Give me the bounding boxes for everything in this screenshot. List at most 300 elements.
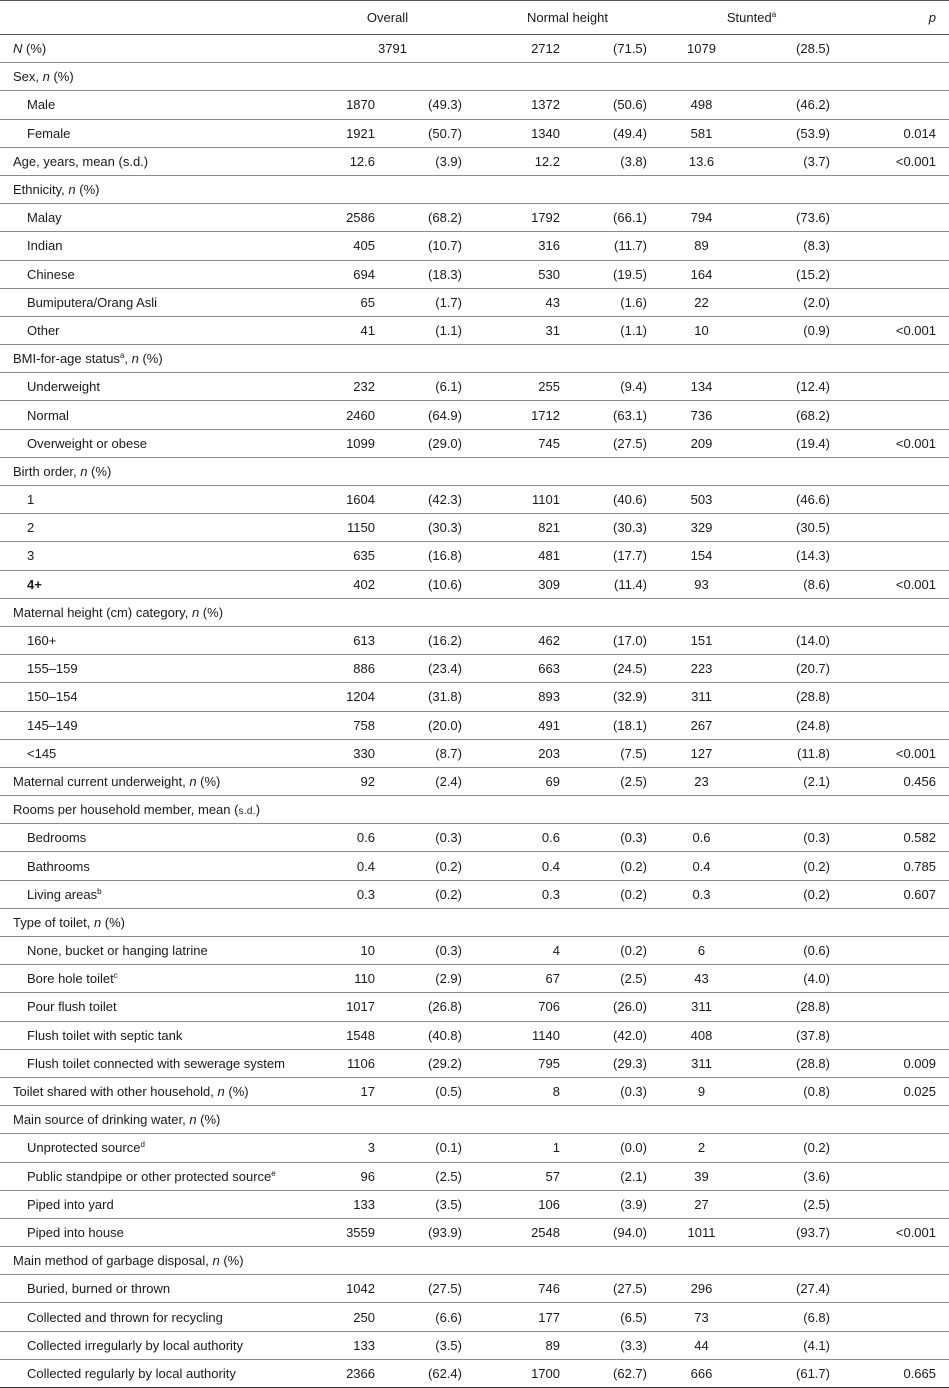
stunted-n: 39 bbox=[694, 1168, 709, 1184]
overall-n: 96 bbox=[360, 1168, 375, 1184]
stunted-n: 223 bbox=[690, 661, 713, 677]
p-value: <0.001 bbox=[895, 1224, 936, 1240]
row-label: 160+ bbox=[27, 633, 57, 649]
normal-n: 12.2 bbox=[534, 153, 560, 169]
overall-pct: (8.7) bbox=[435, 745, 462, 761]
table-row bbox=[0, 1162, 949, 1190]
p-value bbox=[843, 1275, 949, 1303]
overall-pct: (2.9) bbox=[435, 971, 462, 987]
stunted-pct: (46.6) bbox=[796, 492, 830, 508]
table-row bbox=[0, 1275, 949, 1303]
normal-n: 255 bbox=[538, 379, 560, 395]
overall-n: 405 bbox=[353, 238, 375, 254]
normal-pct: (26.0) bbox=[613, 999, 647, 1015]
overall-n: 0.4 bbox=[356, 858, 375, 874]
table-row bbox=[0, 486, 949, 514]
normal-n: 0.3 bbox=[541, 886, 560, 902]
p-value: <0.001 bbox=[895, 153, 936, 169]
stunted-pct: (0.2) bbox=[803, 858, 830, 874]
n-row bbox=[0, 35, 949, 63]
normal-n: 1372 bbox=[531, 97, 560, 113]
stunted-n: 498 bbox=[690, 97, 713, 113]
normal-n: 462 bbox=[538, 633, 560, 649]
overall-n: 1204 bbox=[346, 689, 375, 705]
overall-pct: (0.2) bbox=[435, 886, 462, 902]
normal-pct: (29.3) bbox=[613, 1055, 647, 1071]
normal-pct: (0.0) bbox=[620, 1140, 647, 1156]
row-label: Age, years, mean (s.d.) bbox=[13, 153, 149, 169]
stunted-n: 311 bbox=[691, 689, 712, 705]
row-label: Bumiputera/Orang Asli bbox=[27, 294, 158, 310]
normal-pct: (71.5) bbox=[613, 41, 647, 57]
section-title: Ethnicity, n (%) bbox=[13, 182, 100, 198]
overall-n: 694 bbox=[353, 266, 375, 282]
normal-n: 1712 bbox=[531, 407, 560, 423]
stunted-n: 0.4 bbox=[692, 858, 711, 874]
stunted-pct: (19.4) bbox=[796, 435, 830, 451]
table-row bbox=[0, 1359, 949, 1387]
stunted-pct: (12.4) bbox=[796, 379, 830, 395]
p-value bbox=[843, 683, 949, 711]
section-title: Birth order, n (%) bbox=[13, 463, 112, 479]
overall-n: 133 bbox=[353, 1196, 375, 1212]
overall-pct: (10.6) bbox=[428, 576, 462, 592]
normal-pct: (94.0) bbox=[613, 1224, 647, 1240]
p-value: 0.665 bbox=[903, 1365, 936, 1381]
normal-pct: (40.6) bbox=[613, 492, 647, 508]
section-mheight-header bbox=[0, 598, 949, 626]
normal-pct: (7.5) bbox=[620, 745, 647, 761]
normal-pct: (18.1) bbox=[613, 717, 647, 733]
table-row bbox=[0, 542, 949, 570]
normal-n: 89 bbox=[545, 1337, 560, 1353]
normal-n: 821 bbox=[538, 520, 560, 536]
normal-n: 4 bbox=[552, 943, 560, 959]
overall-pct: (26.8) bbox=[428, 999, 462, 1015]
normal-n: 530 bbox=[538, 266, 560, 282]
row-label: Buried, burned or thrown bbox=[27, 1281, 171, 1297]
p-value bbox=[843, 288, 949, 316]
table-row bbox=[0, 1049, 949, 1077]
overall-pct: (62.4) bbox=[428, 1365, 462, 1381]
row-label: Toilet shared with other household, n (%) bbox=[13, 1084, 249, 1100]
row-label: <145 bbox=[27, 745, 57, 761]
stunted-pct: (4.1) bbox=[803, 1337, 830, 1353]
overall-pct: (68.2) bbox=[428, 210, 462, 226]
table-row bbox=[0, 1303, 949, 1331]
normal-pct: (11.4) bbox=[614, 576, 647, 592]
section-birth-header bbox=[0, 457, 949, 485]
overall-n: 886 bbox=[353, 661, 375, 677]
stunted-pct: (27.4) bbox=[796, 1281, 830, 1297]
row-label: Overweight or obese bbox=[27, 435, 147, 451]
stunted-pct: (3.6) bbox=[803, 1168, 830, 1184]
table-row bbox=[0, 204, 949, 232]
table-row bbox=[0, 1134, 949, 1162]
normal-n: 316 bbox=[538, 238, 560, 254]
row-label: Living areas$^b$ bbox=[27, 886, 102, 902]
table-row bbox=[0, 1021, 949, 1049]
normal-pct: (27.5) bbox=[613, 1281, 647, 1297]
stunted-pct: (24.8) bbox=[796, 717, 830, 733]
overall-pct: (50.7) bbox=[428, 125, 462, 141]
table-row bbox=[0, 655, 949, 683]
header-stunted: Stunted$^a$ bbox=[660, 1, 843, 35]
stunted-n: 1079 bbox=[687, 41, 716, 57]
row-label: 4+ bbox=[27, 576, 42, 592]
row-shared bbox=[0, 1077, 949, 1105]
row-label: Female bbox=[27, 125, 71, 141]
p-value bbox=[843, 626, 949, 654]
overall-pct: (18.3) bbox=[428, 266, 462, 282]
p-value bbox=[843, 1303, 949, 1331]
stunted-n: 1011 bbox=[687, 1224, 716, 1240]
overall-pct: (16.8) bbox=[428, 548, 462, 564]
row-label: Underweight bbox=[27, 379, 100, 395]
overall-n: 0.3 bbox=[356, 886, 375, 902]
normal-n: 746 bbox=[538, 1281, 560, 1297]
table-row bbox=[0, 570, 949, 598]
stunted-n: 408 bbox=[690, 1027, 713, 1043]
row-label: Bore hole toilet$^c$ bbox=[27, 971, 118, 987]
row-label: 145–149 bbox=[27, 717, 78, 733]
normal-n: 57 bbox=[545, 1168, 560, 1184]
stunted-pct: (68.2) bbox=[796, 407, 830, 423]
section-bmi-header bbox=[0, 345, 949, 373]
overall-n: 12.6 bbox=[349, 153, 375, 169]
stunted-n: 6 bbox=[697, 943, 706, 959]
overall-pct: (2.4) bbox=[435, 773, 462, 789]
normal-n: 1101 bbox=[532, 492, 560, 508]
row-label: 3 bbox=[27, 548, 35, 564]
normal-pct: (27.5) bbox=[613, 435, 647, 451]
overall-n: 65 bbox=[360, 294, 375, 310]
p-value bbox=[843, 1331, 949, 1359]
overall-n: 232 bbox=[353, 379, 375, 395]
overall-n: 41 bbox=[360, 322, 375, 338]
stunted-pct: (46.2) bbox=[796, 97, 830, 113]
stunted-n: 154 bbox=[690, 548, 713, 564]
stunted-n: 23 bbox=[694, 773, 709, 789]
header-p: p bbox=[843, 1, 949, 35]
p-value: 0.607 bbox=[903, 886, 936, 902]
stunted-n: 311 bbox=[691, 999, 712, 1015]
normal-n: 2712 bbox=[531, 41, 560, 57]
overall-pct: (6.1) bbox=[435, 379, 462, 395]
stunted-n: 209 bbox=[690, 435, 713, 451]
stunted-n: 581 bbox=[690, 125, 713, 141]
section-water-header bbox=[0, 1106, 949, 1134]
table-row bbox=[0, 429, 949, 457]
overall-pct: (40.8) bbox=[428, 1027, 462, 1043]
stunted-n: 794 bbox=[690, 210, 713, 226]
overall-n: 613 bbox=[353, 633, 375, 649]
p-value: 0.025 bbox=[903, 1084, 936, 1100]
p-value bbox=[843, 35, 949, 63]
table-row bbox=[0, 683, 949, 711]
table-row bbox=[0, 711, 949, 739]
stunted-pct: (0.2) bbox=[803, 1140, 830, 1156]
normal-n: 31 bbox=[545, 322, 560, 338]
overall-n: 758 bbox=[353, 717, 375, 733]
overall-n: 1150 bbox=[347, 520, 375, 536]
normal-pct: (42.0) bbox=[613, 1027, 647, 1043]
section-toilet-header bbox=[0, 908, 949, 936]
overall-n: 133 bbox=[353, 1337, 375, 1353]
normal-pct: (6.5) bbox=[620, 1309, 647, 1325]
p-value bbox=[843, 401, 949, 429]
row-label: N (%) bbox=[13, 41, 47, 57]
overall-pct: (31.8) bbox=[428, 689, 462, 705]
overall-n: 3 bbox=[367, 1140, 375, 1156]
overall-pct: (29.2) bbox=[428, 1055, 462, 1071]
p-value bbox=[843, 204, 949, 232]
stunted-n: 736 bbox=[690, 407, 713, 423]
row-label: Piped into yard bbox=[27, 1196, 114, 1212]
overall-pct: (10.7) bbox=[428, 238, 462, 254]
stunted-n: 93 bbox=[694, 576, 709, 592]
p-value bbox=[843, 993, 949, 1021]
overall-n: 110 bbox=[354, 971, 375, 987]
overall-n: 2366 bbox=[346, 1365, 375, 1381]
overall-n: 330 bbox=[353, 745, 375, 761]
overall-pct: (27.5) bbox=[428, 1281, 462, 1297]
normal-pct: (49.4) bbox=[613, 125, 647, 141]
overall-pct: (1.7) bbox=[435, 294, 462, 310]
p-value: <0.001 bbox=[895, 576, 936, 592]
overall-n: 92 bbox=[360, 773, 375, 789]
normal-pct: (9.4) bbox=[620, 379, 647, 395]
table-row bbox=[0, 880, 949, 908]
stunted-pct: (53.9) bbox=[796, 125, 830, 141]
header-label bbox=[0, 1, 300, 35]
row-label: Collected irregularly by local authority bbox=[27, 1337, 244, 1353]
normal-pct: (32.9) bbox=[613, 689, 647, 705]
stunted-n: 503 bbox=[690, 492, 713, 508]
p-value: 0.582 bbox=[903, 830, 936, 846]
overall-n: 3791 bbox=[378, 41, 407, 57]
row-label: 155–159 bbox=[27, 661, 78, 677]
overall-pct: (3.5) bbox=[435, 1337, 462, 1353]
stunted-pct: (4.0) bbox=[803, 971, 830, 987]
row-label: Pour flush toilet bbox=[27, 999, 117, 1015]
p-value: <0.001 bbox=[895, 322, 936, 338]
section-ethnicity-header bbox=[0, 175, 949, 203]
normal-n: 795 bbox=[538, 1055, 560, 1071]
p-value bbox=[843, 373, 949, 401]
overall-pct: (42.3) bbox=[428, 492, 462, 508]
stunted-pct: (6.8) bbox=[803, 1309, 830, 1325]
stunted-n: 44 bbox=[694, 1337, 709, 1353]
stunted-pct: (8.6) bbox=[803, 576, 830, 592]
row-label: Male bbox=[27, 97, 56, 113]
normal-n: 67 bbox=[545, 971, 560, 987]
row-label: Other bbox=[27, 322, 60, 338]
p-value bbox=[843, 965, 949, 993]
p-value bbox=[843, 542, 949, 570]
overall-pct: (16.2) bbox=[428, 633, 462, 649]
overall-n: 2460 bbox=[346, 407, 375, 423]
row-label: Flush toilet connected with sewerage system bbox=[27, 1055, 285, 1071]
stunted-pct: (93.7) bbox=[796, 1224, 830, 1240]
overall-n: 1106 bbox=[347, 1055, 375, 1071]
section-sex-header bbox=[0, 63, 949, 91]
overall-pct: (0.5) bbox=[435, 1084, 462, 1100]
section-title: Rooms per household member, mean (s.d.) bbox=[13, 802, 261, 818]
normal-pct: (0.3) bbox=[620, 1084, 647, 1100]
table-row bbox=[0, 232, 949, 260]
p-value bbox=[843, 1134, 949, 1162]
overall-pct: (0.3) bbox=[435, 943, 462, 959]
table-row bbox=[0, 288, 949, 316]
normal-pct: (50.6) bbox=[613, 97, 647, 113]
normal-pct: (66.1) bbox=[613, 210, 647, 226]
normal-n: 43 bbox=[545, 294, 560, 310]
stunted-pct: (14.0) bbox=[796, 633, 830, 649]
table-row bbox=[0, 119, 949, 147]
overall-n: 1017 bbox=[346, 999, 375, 1015]
stunted-n: 151 bbox=[690, 633, 713, 649]
table-row bbox=[0, 1331, 949, 1359]
overall-n: 1921 bbox=[346, 125, 375, 141]
row-label: Normal bbox=[27, 407, 69, 423]
p-value bbox=[843, 486, 949, 514]
section-title: Main method of garbage disposal, n (%) bbox=[13, 1253, 244, 1269]
overall-n: 17 bbox=[360, 1084, 375, 1100]
row-label: Malay bbox=[27, 210, 62, 226]
stunted-n: 127 bbox=[690, 745, 713, 761]
overall-pct: (20.0) bbox=[428, 717, 462, 733]
normal-pct: (17.0) bbox=[613, 633, 647, 649]
stunted-n: 164 bbox=[690, 266, 713, 282]
overall-pct: (3.9) bbox=[435, 153, 462, 169]
normal-n: 1340 bbox=[531, 125, 560, 141]
stunted-pct: (2.1) bbox=[803, 773, 830, 789]
overall-pct: (64.9) bbox=[428, 407, 462, 423]
stunted-n: 73 bbox=[694, 1309, 709, 1325]
stunted-n: 27 bbox=[694, 1196, 709, 1212]
normal-n: 706 bbox=[538, 999, 560, 1015]
section-title: Type of toilet, n (%) bbox=[13, 914, 126, 930]
stunted-n: 0.6 bbox=[692, 830, 711, 846]
stunted-n: 134 bbox=[690, 379, 713, 395]
table-row bbox=[0, 626, 949, 654]
overall-pct: (3.5) bbox=[435, 1196, 462, 1212]
stunted-n: 267 bbox=[690, 717, 713, 733]
row-munder bbox=[0, 767, 949, 795]
stunted-pct: (61.7) bbox=[796, 1365, 830, 1381]
section-title: Sex, n (%) bbox=[13, 69, 74, 85]
normal-pct: (1.1) bbox=[620, 322, 647, 338]
stunted-pct: (14.3) bbox=[796, 548, 830, 564]
table-row bbox=[0, 514, 949, 542]
header-overall: Overall bbox=[300, 1, 475, 35]
overall-n: 1548 bbox=[346, 1027, 375, 1043]
table-row bbox=[0, 852, 949, 880]
row-label: None, bucket or hanging latrine bbox=[27, 943, 208, 959]
section-title: BMI-for-age status$^a$, n (%) bbox=[13, 351, 163, 367]
row-age bbox=[0, 147, 949, 175]
normal-pct: (3.9) bbox=[620, 1196, 647, 1212]
normal-pct: (2.5) bbox=[620, 773, 647, 789]
overall-pct: (30.3) bbox=[428, 520, 462, 536]
normal-pct: (0.3) bbox=[620, 830, 647, 846]
row-label: Piped into house bbox=[27, 1224, 124, 1240]
stunted-n: 311 bbox=[691, 1055, 712, 1071]
overall-pct: (29.0) bbox=[428, 435, 462, 451]
normal-n: 481 bbox=[538, 548, 560, 564]
overall-n: 2586 bbox=[346, 210, 375, 226]
section-garbage-header bbox=[0, 1247, 949, 1275]
normal-n: 745 bbox=[538, 435, 560, 451]
normal-pct: (1.6) bbox=[620, 294, 647, 310]
overall-pct: (6.6) bbox=[435, 1309, 462, 1325]
overall-n: 0.6 bbox=[356, 830, 375, 846]
row-label: Flush toilet with septic tank bbox=[27, 1027, 183, 1043]
stunted-pct: (11.8) bbox=[797, 745, 830, 761]
overall-pct: (0.1) bbox=[435, 1140, 462, 1156]
stunted-pct: (0.2) bbox=[803, 886, 830, 902]
row-label: 150–154 bbox=[27, 689, 78, 705]
overall-pct: (0.3) bbox=[435, 830, 462, 846]
normal-n: 893 bbox=[538, 689, 560, 705]
stunted-n: 13.6 bbox=[688, 153, 715, 169]
overall-n: 1604 bbox=[346, 492, 375, 508]
stunted-n: 89 bbox=[694, 238, 709, 254]
stunted-pct: (15.2) bbox=[796, 266, 830, 282]
normal-pct: (3.3) bbox=[620, 1337, 647, 1353]
table-row bbox=[0, 260, 949, 288]
stunted-pct: (28.8) bbox=[796, 999, 830, 1015]
stunted-n: 2 bbox=[697, 1140, 706, 1156]
p-value bbox=[843, 711, 949, 739]
table-row bbox=[0, 1218, 949, 1246]
normal-n: 8 bbox=[552, 1084, 560, 1100]
row-label: Collected and thrown for recycling bbox=[27, 1309, 223, 1325]
row-label: Chinese bbox=[27, 266, 75, 282]
table-row bbox=[0, 91, 949, 119]
overall-pct: (0.2) bbox=[435, 858, 462, 874]
normal-pct: (24.5) bbox=[613, 661, 647, 677]
normal-n: 177 bbox=[538, 1309, 560, 1325]
stunted-pct: (73.6) bbox=[796, 210, 830, 226]
table-row bbox=[0, 937, 949, 965]
normal-pct: (2.5) bbox=[620, 971, 647, 987]
p-value bbox=[843, 91, 949, 119]
overall-pct: (1.1) bbox=[435, 322, 462, 338]
normal-pct: (11.7) bbox=[614, 238, 647, 254]
row-label: Public standpipe or other protected source$^e$ bbox=[27, 1168, 276, 1184]
normal-pct: (17.7) bbox=[613, 548, 647, 564]
header-normal-height: Normal height bbox=[475, 1, 660, 35]
p-value bbox=[843, 260, 949, 288]
normal-n: 309 bbox=[538, 576, 560, 592]
stunted-pct: (0.3) bbox=[803, 830, 830, 846]
header-row bbox=[0, 1, 949, 35]
overall-pct: (49.3) bbox=[428, 97, 462, 113]
p-value bbox=[843, 232, 949, 260]
normal-n: 0.6 bbox=[541, 830, 560, 846]
row-label: Maternal current underweight, n (%) bbox=[13, 773, 221, 789]
stunted-n: 0.3 bbox=[692, 886, 711, 902]
stunted-n: 9 bbox=[697, 1084, 706, 1100]
stunted-pct: (2.0) bbox=[803, 294, 830, 310]
normal-pct: (30.3) bbox=[613, 520, 647, 536]
stunted-pct: (28.8) bbox=[796, 1055, 830, 1071]
p-value: <0.001 bbox=[895, 745, 936, 761]
normal-pct: (19.5) bbox=[613, 266, 647, 282]
row-label: Collected regularly by local authority bbox=[27, 1365, 236, 1381]
